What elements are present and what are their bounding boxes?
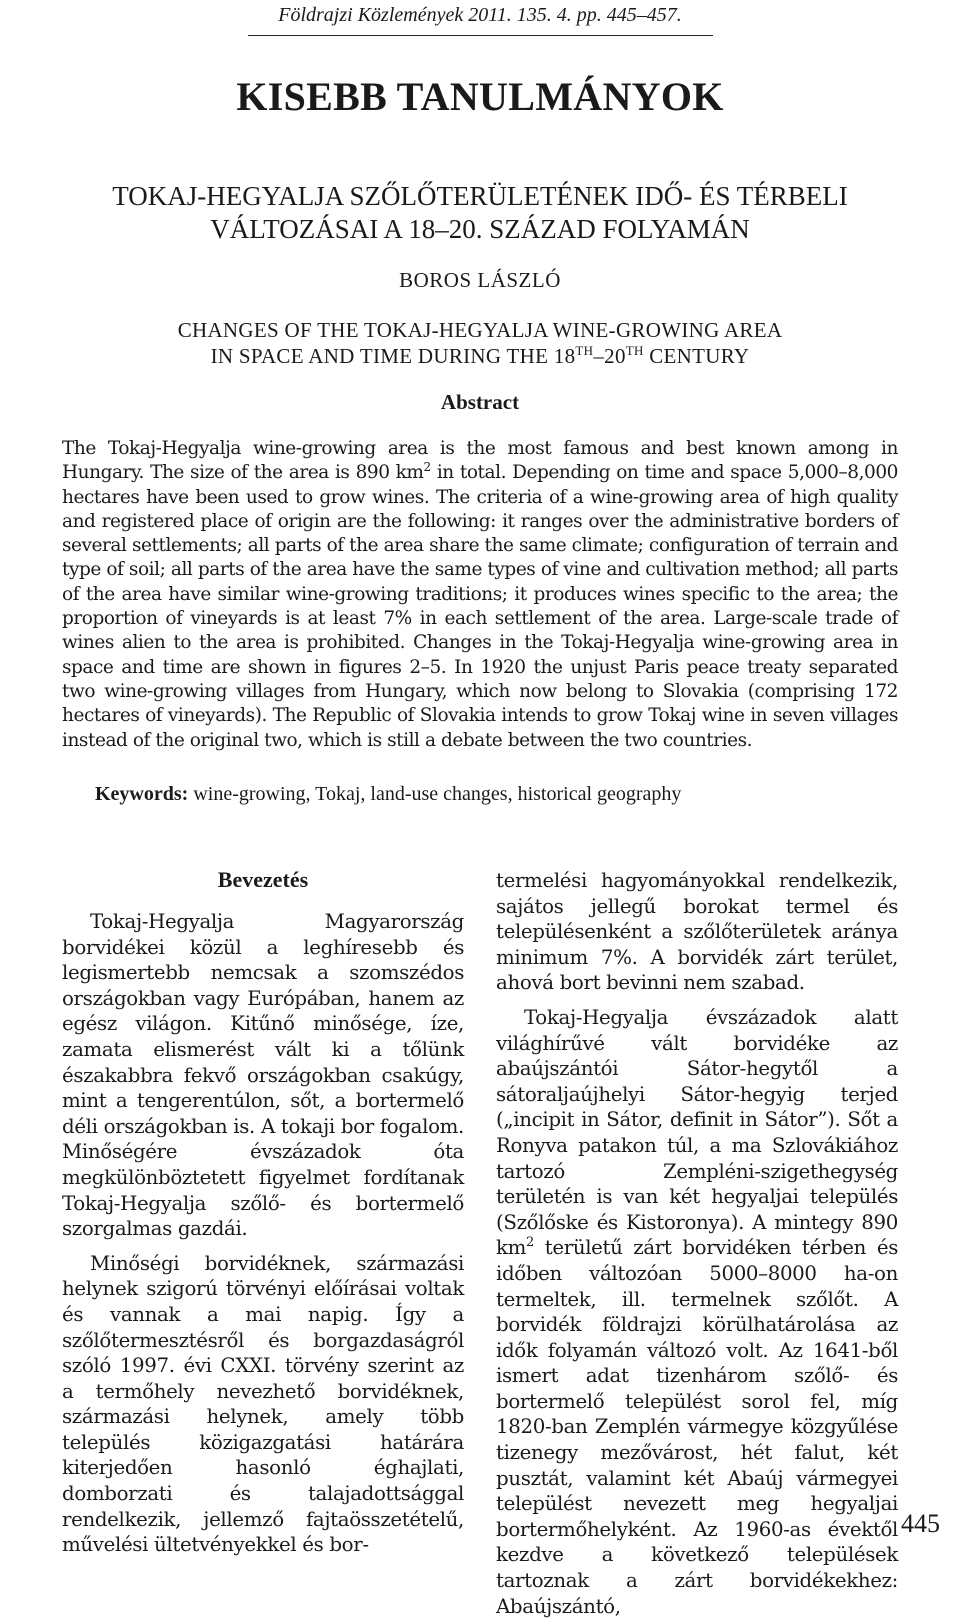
right-paragraph-2-a: Tokaj-Hegyalja évszázadok alatt világhírűvé vált borvidéke az abaújszántói Sátor-hegytől a sátoraljaújhelyi Sátor-hegyig terjed („incipit in Sátor, definit in Sátor”). Sőt a Ronyva patakon túl, a ma Szlovákiához tartozó Zempléni-szigethegység területén is van két hegyaljai település (Szőlőske és Kistoronya). A mintegy 890 km [496,1005,898,1260]
title-en-part-b: –20 [593,344,626,368]
author-name: BOROS LÁSZLÓ [399,268,561,292]
abstract-sup: 2 [423,460,431,475]
page-number: 445 [901,1509,940,1538]
article-title-en-line2 [0,343,960,369]
article-title-hu [0,180,960,246]
abstract-text-a: The Tokaj-Hegyalja wine-growing area is the most famous and best known among in Hungary. The size of the area is 890 km [62,438,898,484]
km2-sup: 2 [526,1235,534,1251]
article-title-en [0,317,960,369]
left-paragraph-1: Tokaj-Hegyalja Magyarország borvidékei közül a leghíresebb és legismertebb nemcsak a szomszédos országokban vagy Európában, hanem az egész világon. Kitűnő minősége, íze, zamata elismerést vált ki a tőlünk északabbra fekvő országokban csakúgy, mint a tengerentúlon, sőt, a bortermelő déli országokban is. A tokaji bor fogalom. Minőségére évszázadok óta megkülönböztetett figyelmet fordítanak Tokaj-Hegyalja szőlő- és bortermelő szorgalmas gazdái. [62,910,464,1241]
article-title-en-line1: CHANGES OF THE TOKAJ-HEGYALJA WINE-GROWING AREA [177,318,783,342]
intro-heading: Bevezetés [217,867,309,892]
right-column [496,868,898,1619]
keywords-label: Keywords: [95,783,189,805]
title-en-part-a: IN SPACE AND TIME DURING THE 18 [210,344,576,368]
article-title-hu-line1: TOKAJ-HEGYALJA SZŐLŐTERÜLETÉNEK IDŐ- ÉS TÉRBELI [112,181,848,211]
left-column [62,865,464,1558]
abstract-text-b: in total. Depending on time and space 5,000–8,000 hectares have been used to grow wines. The criteria of a wine-growing area of high quality and registered place of origin are the following: it ranges over the administrative borders of several settlements; all parts of the area share the same climate; configuration of terrain and type of soil; all parts of the area have the same types of vine and cultivation method; all parts of the area have similar wine-growing traditions; it produces wines specific to the area; the proportion of vineyards is at least 7% in each settlement of the area. Large-scale trade of wines alien to the area is prohibited. Changes in the Tokaj-Hegyalja wine-growing area in space and time are shown in figures 2–5. In 1920 the unjust Paris peace treaty separated two wine-growing villages from Hungary, which now belong to Slovakia (comprising 172 hectares of vineyards). The Republic of Slovakia intends to grow Tokaj wine in seven villages instead of the original two, which is still a debate between the two countries. [62,462,898,751]
article-title-hu-line2: VÁLTOZÁSAI A 18–20. SZÁZAD FOLYAMÁN [210,214,750,244]
title-en-sup2: TH [625,343,644,358]
left-paragraph-2: Minőségi borvidéknek, származási helynek szigorú törvényi előírásai voltak és vannak a mai napig. Így a szőlőtermesztésről és borgazdaságról szóló 1997. évi CXXI. törvény szerint az a termőhely nevezhető borvidéknek, származási helynek, amely több település közigazgatási határára kiterjedően hasonló éghajlati, domborzati és talajadottsággal rendelkezik, jellemző fajtaösszetételű, művelési ültetvényekkel és bor- [62,1251,464,1557]
keywords [95,781,915,807]
right-paragraph-2-b: területű zárt borvidéken térben és időben változóan 5000–8000 ha-on termeltek, ill. termelnek szőlőt. A borvidék földrajzi körülhatárolása az idők folyamán változó volt. Az 1641-ből ismert adat tizenhárom szőlő- és bortermelő települést sorol fel, míg 1820-ban Zemplén vármegye közgyűlése tizenegy mezővárost, hét falut, két pusztát, valamint két Abaúj vármegyei települést nevezett meg hegyaljai bortermőhelyként. Az 1960-as évektől kezdve a következő települések tartoznak a zárt borvidékekhez: Abaújszántó, [496,1236,898,1618]
section-title: KISEBB TANULMÁNYOK [236,74,724,119]
abstract-heading: Abstract [440,390,520,414]
abstract-text [62,437,898,753]
header-rule [248,35,713,36]
title-en-part-c: CENTURY [643,344,750,368]
journal-citation: Földrajzi Közlemények 2011. 135. 4. pp. 445–457. [278,4,682,26]
right-paragraph-1: termelési hagyományokkal rendelkezik, sajátos jellegű borokat termel és településenként a szőlőterületek aránya minimum 7%. A borvidék zárt terület, ahová bort bevinni nem szabad. [496,869,898,995]
keywords-text: wine-growing, Tokaj, land-use changes, historical geography [188,783,682,805]
right-paragraph-2 [496,1005,898,1619]
title-en-sup1: TH [575,343,594,358]
